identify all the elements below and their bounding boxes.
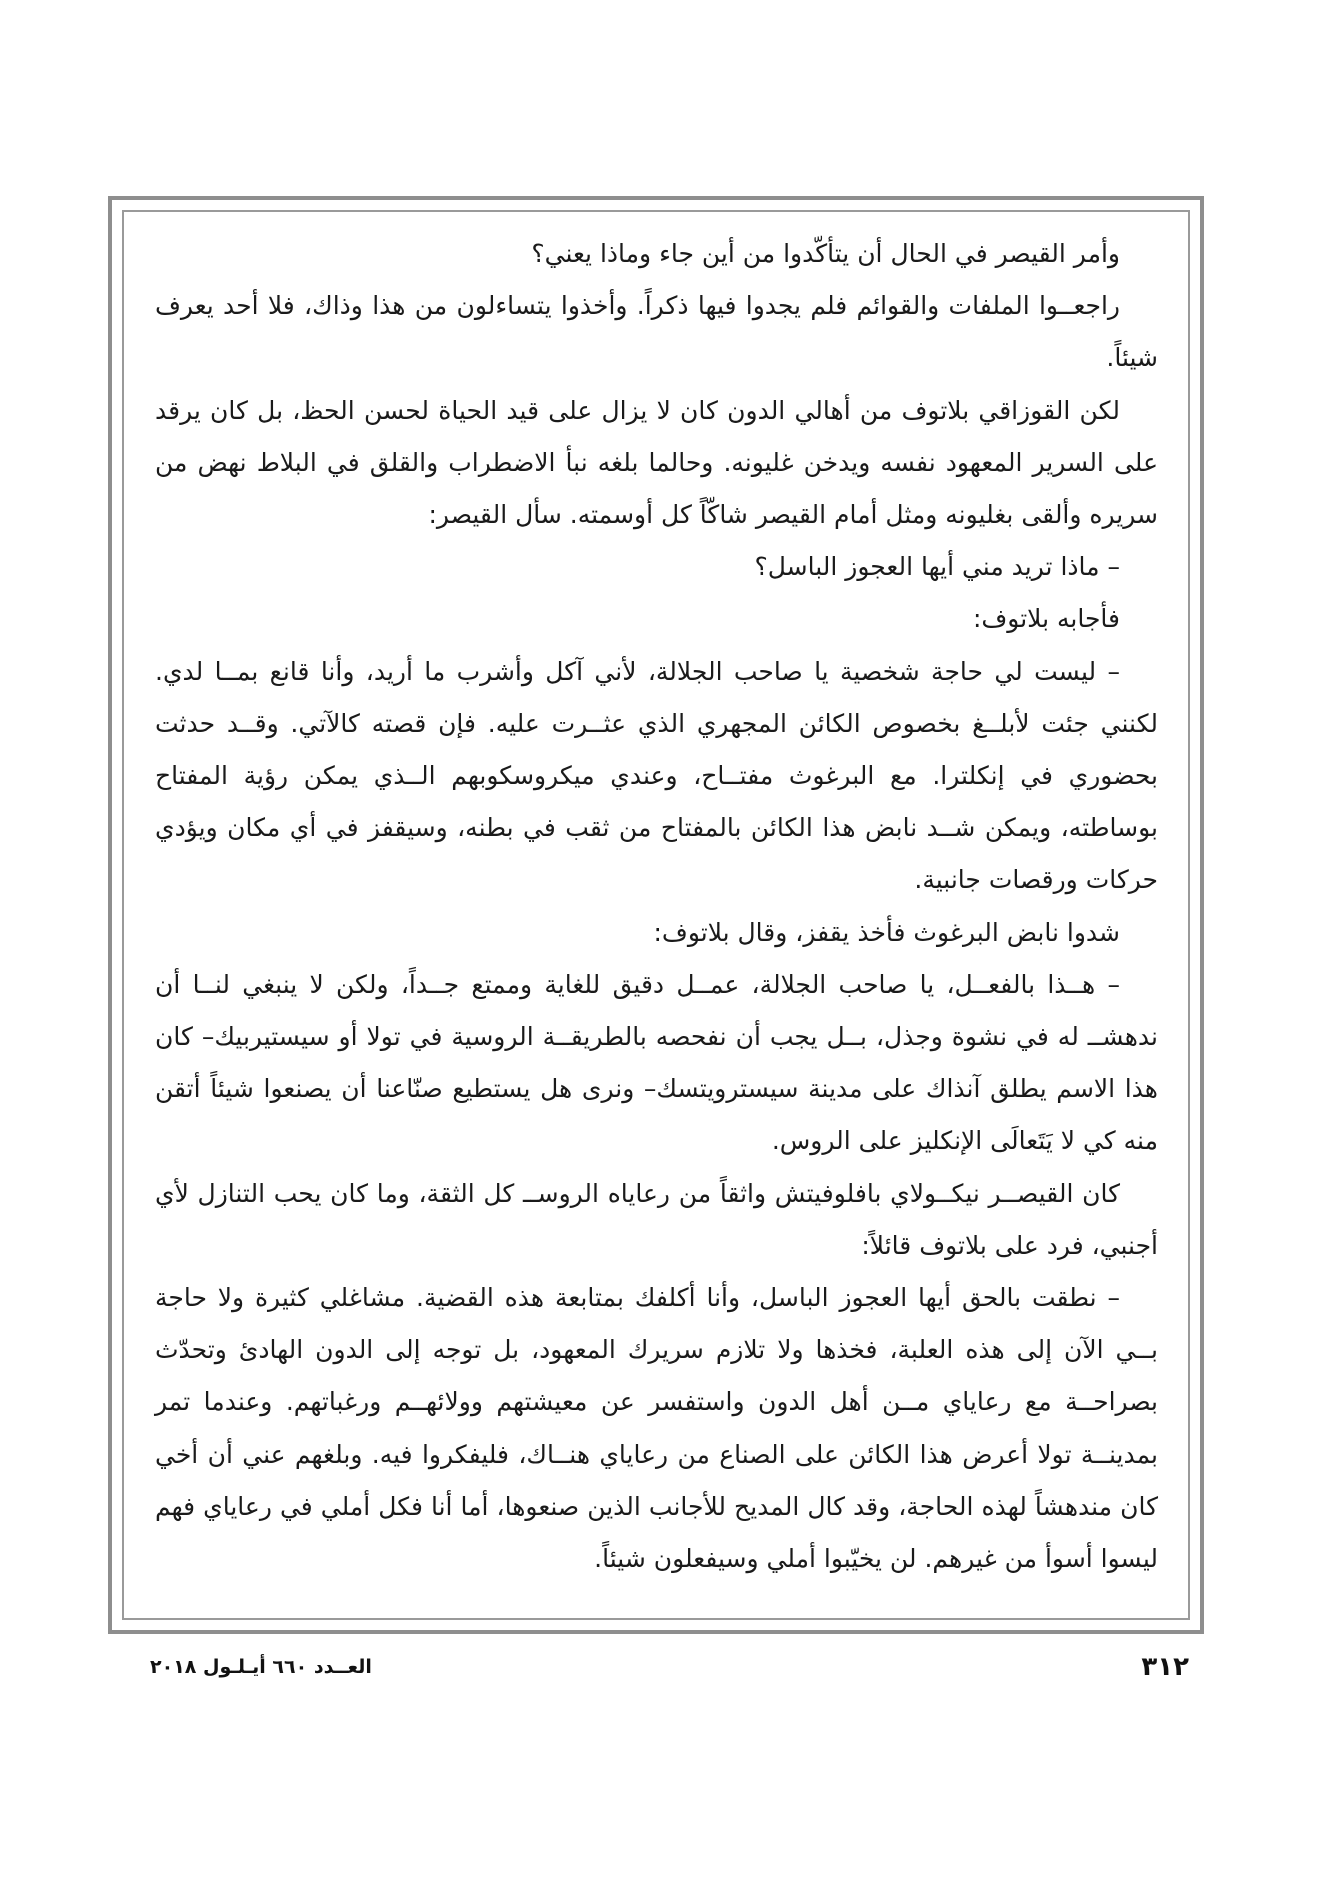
paragraph: وأمر القيصر في الحال أن يتأكّدوا من أين جاء وماذا يعني؟ [531,239,1120,268]
paragraph: – ماذا تريد مني أيها العجوز الباسل؟ [754,552,1120,582]
issue-label: العــدد ٦٦٠ أيـلـول ٢٠١٨ [150,1656,372,1678]
paragraph: راجعــوا الملفات والقوائم فلم يجدوا فيها ذكراً. وأخذوا يتساءلون من هذا وذاك، فلا أحد يعرف شيئاً. [155,291,1158,373]
paragraph: – هــذا بالفعــل، يا صاحب الجلالة، عمــل دقيق للغاية وممتع جــداً، ولكن لا ينبغي لنــا أن ندهشــ له في نشوة وجذل، بــل يجب أن نفحصه بالطريقــة الروسية في تولا أو سيستيربيك– كان هذا الاسم يطلق آنذاك على مدينة سيسترويتسك– ونرى هل يستطيع صنّاعنا أن يصنعوا شيئاً أتقن منه كي لا يَتَعالَى الإنكليز على الروس. [155,969,1158,1156]
paragraph: فأجابه بلاتوف: [972,604,1120,634]
paragraph: شدوا نابض البرغوث فأخذ يقفز، وقال بلاتوف: [653,917,1120,947]
paragraph: لكن القوزاقي بلاتوف من أهالي الدون كان لا يزال على قيد الحياة لحسن الحظ، بل كان يرقد على السرير المعهود نفسه ويدخن غليونه. وحالما بلغه نبأ الاضطراب والقلق في البلاط نهض من سريره وألقى بغليونه ومثل أمام القيصر شاكّاً كل أوسمته. سأل القيصر: [155,395,1158,530]
paragraph: كان القيصــر نيكــولاي بافلوفيتش واثقاً من رعاياه الروســ كل الثقة، وما كان يحب التنازل لأي أجنبي، فرد على بلاتوف قائلاً: [155,1178,1158,1260]
paragraph: – ليست لي حاجة شخصية يا صاحب الجلالة، لأني آكل وأشرب ما أريد، وأنا قانع بمــا لدي. لكنني جئت لأبلــغ بخصوص الكائن المجهري الذي عثــرت عليه. فإن قصته كالآتي. وقــد حدثت بحضوري في إنكلترا. مع البرغوث مفتــاح، وعندي ميكروسكوبهم الــذي يمكن رؤية المفتاح بوساطته، ويمكن شــد نابض هذا الكائن بالمفتاح من ثقب في بطنه، وسيقفز في أي مكان ويؤدي حركات ورقصات جانبية. [155,656,1158,895]
paragraph: – نطقت بالحق أيها العجوز الباسل، وأنا أكلفك بمتابعة هذه القضية. مشاغلي كثيرة ولا حاجة بــي الآن إلى هذه العلبة، فخذها ولا تلازم سريرك المعهود، بل توجه إلى الدون الهادئ وتحدّث بصراحــة مع رعاياي مــن أهل الدون واستفسر عن معيشتهم وولائهــم ورغباتهم. وعندما تمر بمدينــة تولا أعرض هذا الكائن على الصناع من رعاياي هنــاك، فليفكروا فيه. وبلغهم عني أن أخي كان مندهشاً لهذه الحاجة، وقد كال المديح للأجانب الذين صنعوها، أما أنا فكل أملي في رعاياي فهم ليسوا أسوأ من غيرهم. لن يخيّبوا أملي وسيفعلون شيئاً. [155,1283,1158,1574]
page-footer [150,1652,1189,1692]
article-body [155,228,1158,1585]
page-number: ٣١٢ [1141,1652,1189,1682]
